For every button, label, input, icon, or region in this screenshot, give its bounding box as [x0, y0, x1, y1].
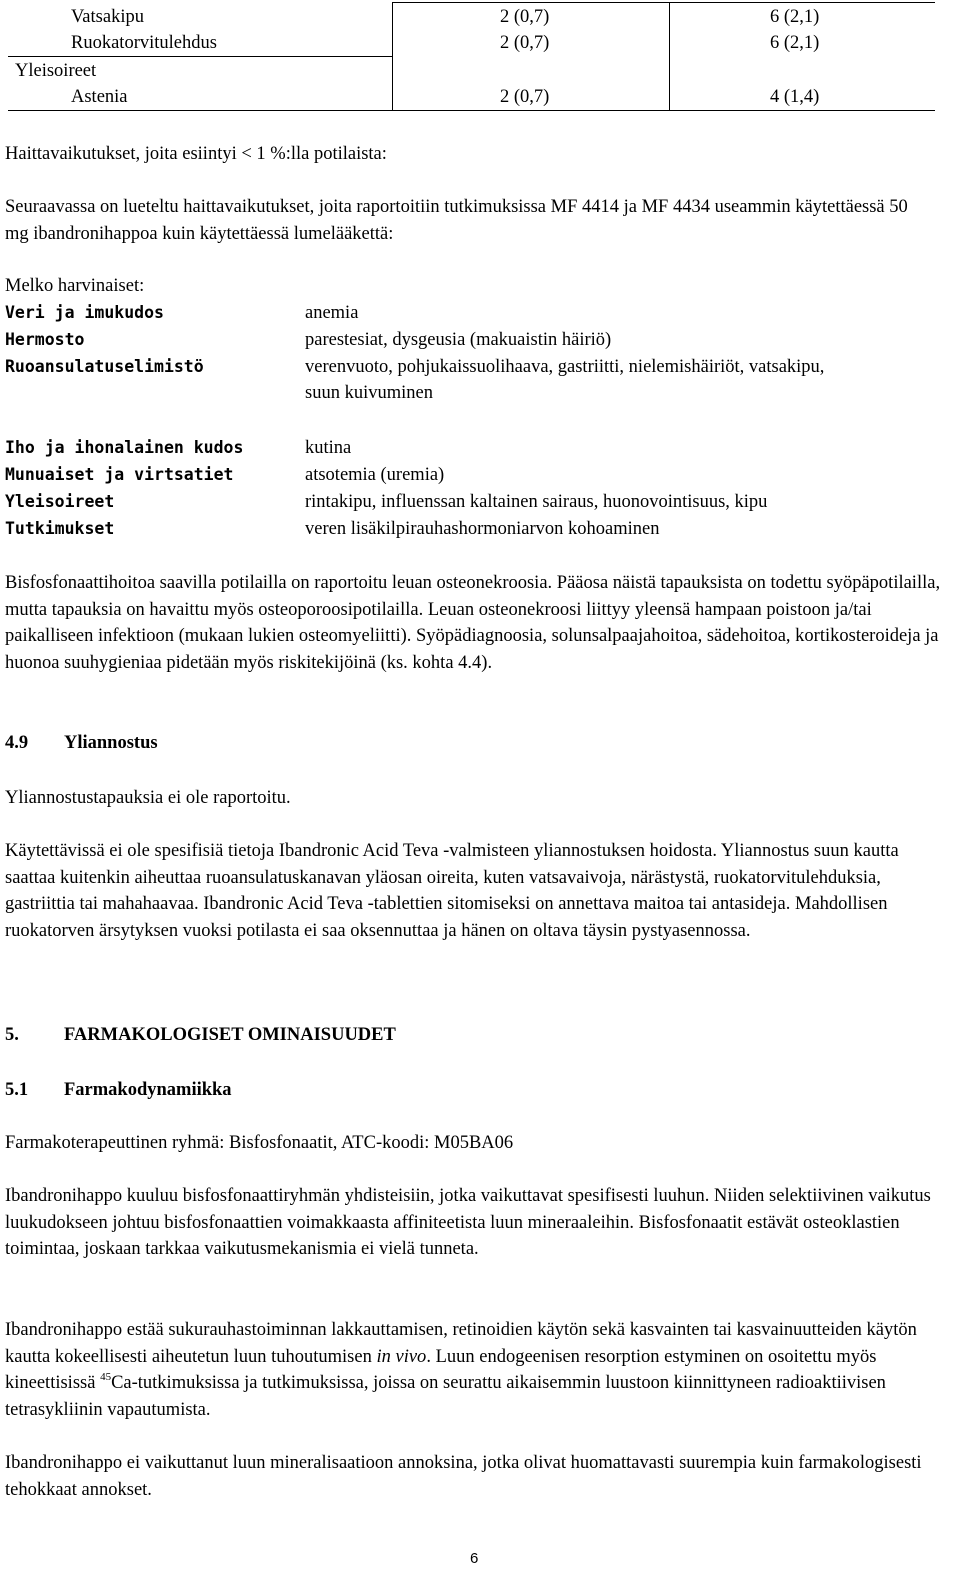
organ-class: Yleisoireet — [5, 492, 115, 511]
table-row-label: Yleisoireet — [15, 61, 97, 81]
overdose-paragraph: Yliannostustapauksia ei ole raportoitu. — [5, 788, 291, 808]
overdose-paragraph: Käytettävissä ei ole spesifisiä tietoja Ibandronic Acid Teva -valmisteen yliannostuksen hoidosta. Yliannostus suun kautta saattaa kuitenkin aiheuttaa ruoansulatuskanavan yläosan oireita, kuten vatsavaivoja, närästystä, ruokatorvitulehduksia, gastriittia tai mahahaavaa. Ibandronic Acid Teva -tablettien sitomiseksi on annettava maitoa tai antasideja. Mahdollisen ruokatorven ärsytyksen vuoksi potilasta ei saa oksennuttaa ja hänen on oltava täysin pystyasennossa. — [5, 841, 899, 941]
organ-effects: suun kuivuminen — [305, 383, 433, 403]
organ-effects: parestesiat, dysgeusia (makuaistin häiriö) — [305, 330, 612, 350]
organ-effects: verenvuoto, pohjukaissuolihaava, gastriitti, nielemishäiriöt, vatsakipu, — [305, 357, 825, 377]
organ-class: Veri ja imukudos — [5, 303, 164, 322]
pharmacotherapeutic-group: Farmakoterapeuttinen ryhmä: Bisfosfonaatit, ATC-koodi: M05BA06 — [5, 1133, 514, 1153]
table-row-label: Astenia — [71, 87, 128, 107]
organ-class: Tutkimukset — [5, 519, 115, 538]
table-divider — [669, 2, 670, 110]
pd-italic: in vivo — [376, 1346, 427, 1367]
organ-class: Ruoansulatuselimistö — [5, 357, 204, 376]
pharmacodynamics-paragraph: Ibandronihappo ei vaikuttanut luun mineralisaatioon annoksina, jotka olivat huomattavasti suurempia kuin farmakologisesti tehokkaat annokset. — [5, 1453, 922, 1500]
section-number: 4.9 — [5, 733, 29, 753]
pd-text: . Luun endogeenisen resorption estyminen on osoitettu myös kineettisissä — [5, 1346, 877, 1393]
organ-effects: anemia — [305, 303, 359, 323]
pd-text: Ibandronihappo estää sukurauhastoiminnan lakkauttamisen, retinoidien käytön sekä kasvainten tai kasvainuutteiden käytön kautta kokeellisesti aiheutetun luun tuhoutumisen — [5, 1320, 917, 1367]
table-row-label: Ruokatorvitulehdus — [71, 33, 217, 53]
organ-class: Munuaiset ja virtsatiet — [5, 465, 234, 484]
section-number: 5. — [5, 1025, 19, 1045]
pharmacodynamics-paragraph: Ibandronihappo kuuluu bisfosfonaattiryhmän yhdisteisiin, jotka vaikuttavat spesifisesti luuhun. Niiden selektiivinen vaikutus luukudokseen johtuu bisfosfonaattien voimakkaasta affiniteetista luun mineraaleihin. Bisfosfonaatit estävät osteoklastien toimintaa, joskaan tarkkaa vaikutusmekanismia ei vielä tunneta. — [5, 1186, 931, 1259]
page-number: 6 — [470, 1550, 479, 1567]
section-title: FARMAKOLOGISET OMINAISUUDET — [64, 1025, 396, 1045]
organ-class: Iho ja ihonalainen kudos — [5, 438, 244, 457]
table-divider — [392, 2, 393, 56]
table-divider — [392, 56, 393, 110]
table-cell: 6 (2,1) — [770, 7, 820, 27]
organ-effects: atsotemia (uremia) — [305, 465, 445, 485]
rare-effects-heading: Haittavaikutukset, joita esiintyi < 1 %:lla potilaista: — [5, 144, 387, 164]
table-row-label: Vatsakipu — [71, 7, 144, 27]
table-top-border — [392, 2, 935, 3]
table-cell: 6 (2,1) — [770, 33, 820, 53]
organ-effects: rintakipu, influenssan kaltainen sairaus, huonovointisuus, kipu — [305, 492, 768, 512]
table-bottom-border — [8, 110, 935, 111]
isotope-superscript: 45 — [100, 1371, 112, 1383]
table-cell: 2 (0,7) — [500, 7, 550, 27]
table-cell: 2 (0,7) — [500, 87, 550, 107]
pd-text: Ca-tutkimuksissa ja tutkimuksissa, joissa on seurattu aikaisemmin luustoon kiinnittyneen radioaktiivisen tetrasykliinin vapautumista. — [5, 1373, 886, 1420]
section-title: Farmakodynamiikka — [64, 1080, 232, 1100]
section-number: 5.1 — [5, 1080, 29, 1100]
organ-effects: veren lisäkilpirauhashormoniarvon kohoaminen — [305, 519, 660, 539]
osteonecrosis-paragraph: Bisfosfonaattihoitoa saavilla potilailla on raportoitu leuan osteonekroosia. Pääosa näistä tapauksista on todettu syöpäpotilailla, mutta tapauksia on havaittu myös osteoporoosipotilailla. Leuan osteonekroosi liittyy yleensä hampaan poistoon ja/tai paikalliseen infektioon (mukaan lukien osteomyeliitti). Syöpädiagnoosia, solunsalpaajahoitoa, sädehoitoa, kortikosteroideja ja huonoa suuhygieniaa pidetään myös riskitekijöinä (ks. kohta 4.4). — [5, 573, 941, 673]
section-title: Yliannostus — [64, 733, 158, 753]
table-cell: 4 (1,4) — [770, 87, 820, 107]
pharmacodynamics-paragraph — [5, 1317, 953, 1423]
table-divider — [8, 56, 392, 57]
rare-effects-intro: Seuraavassa on lueteltu haittavaikutukset, joita raportoitiin tutkimuksissa MF 4414 ja MF 4434 useammin käytettäessä 50 mg ibandronihappoa kuin käytettäessä lumelääkettä: — [5, 197, 908, 244]
organ-effects: kutina — [305, 438, 352, 458]
table-cell: 2 (0,7) — [500, 33, 550, 53]
frequency-label: Melko harvinaiset: — [5, 276, 145, 296]
organ-class: Hermosto — [5, 330, 85, 349]
